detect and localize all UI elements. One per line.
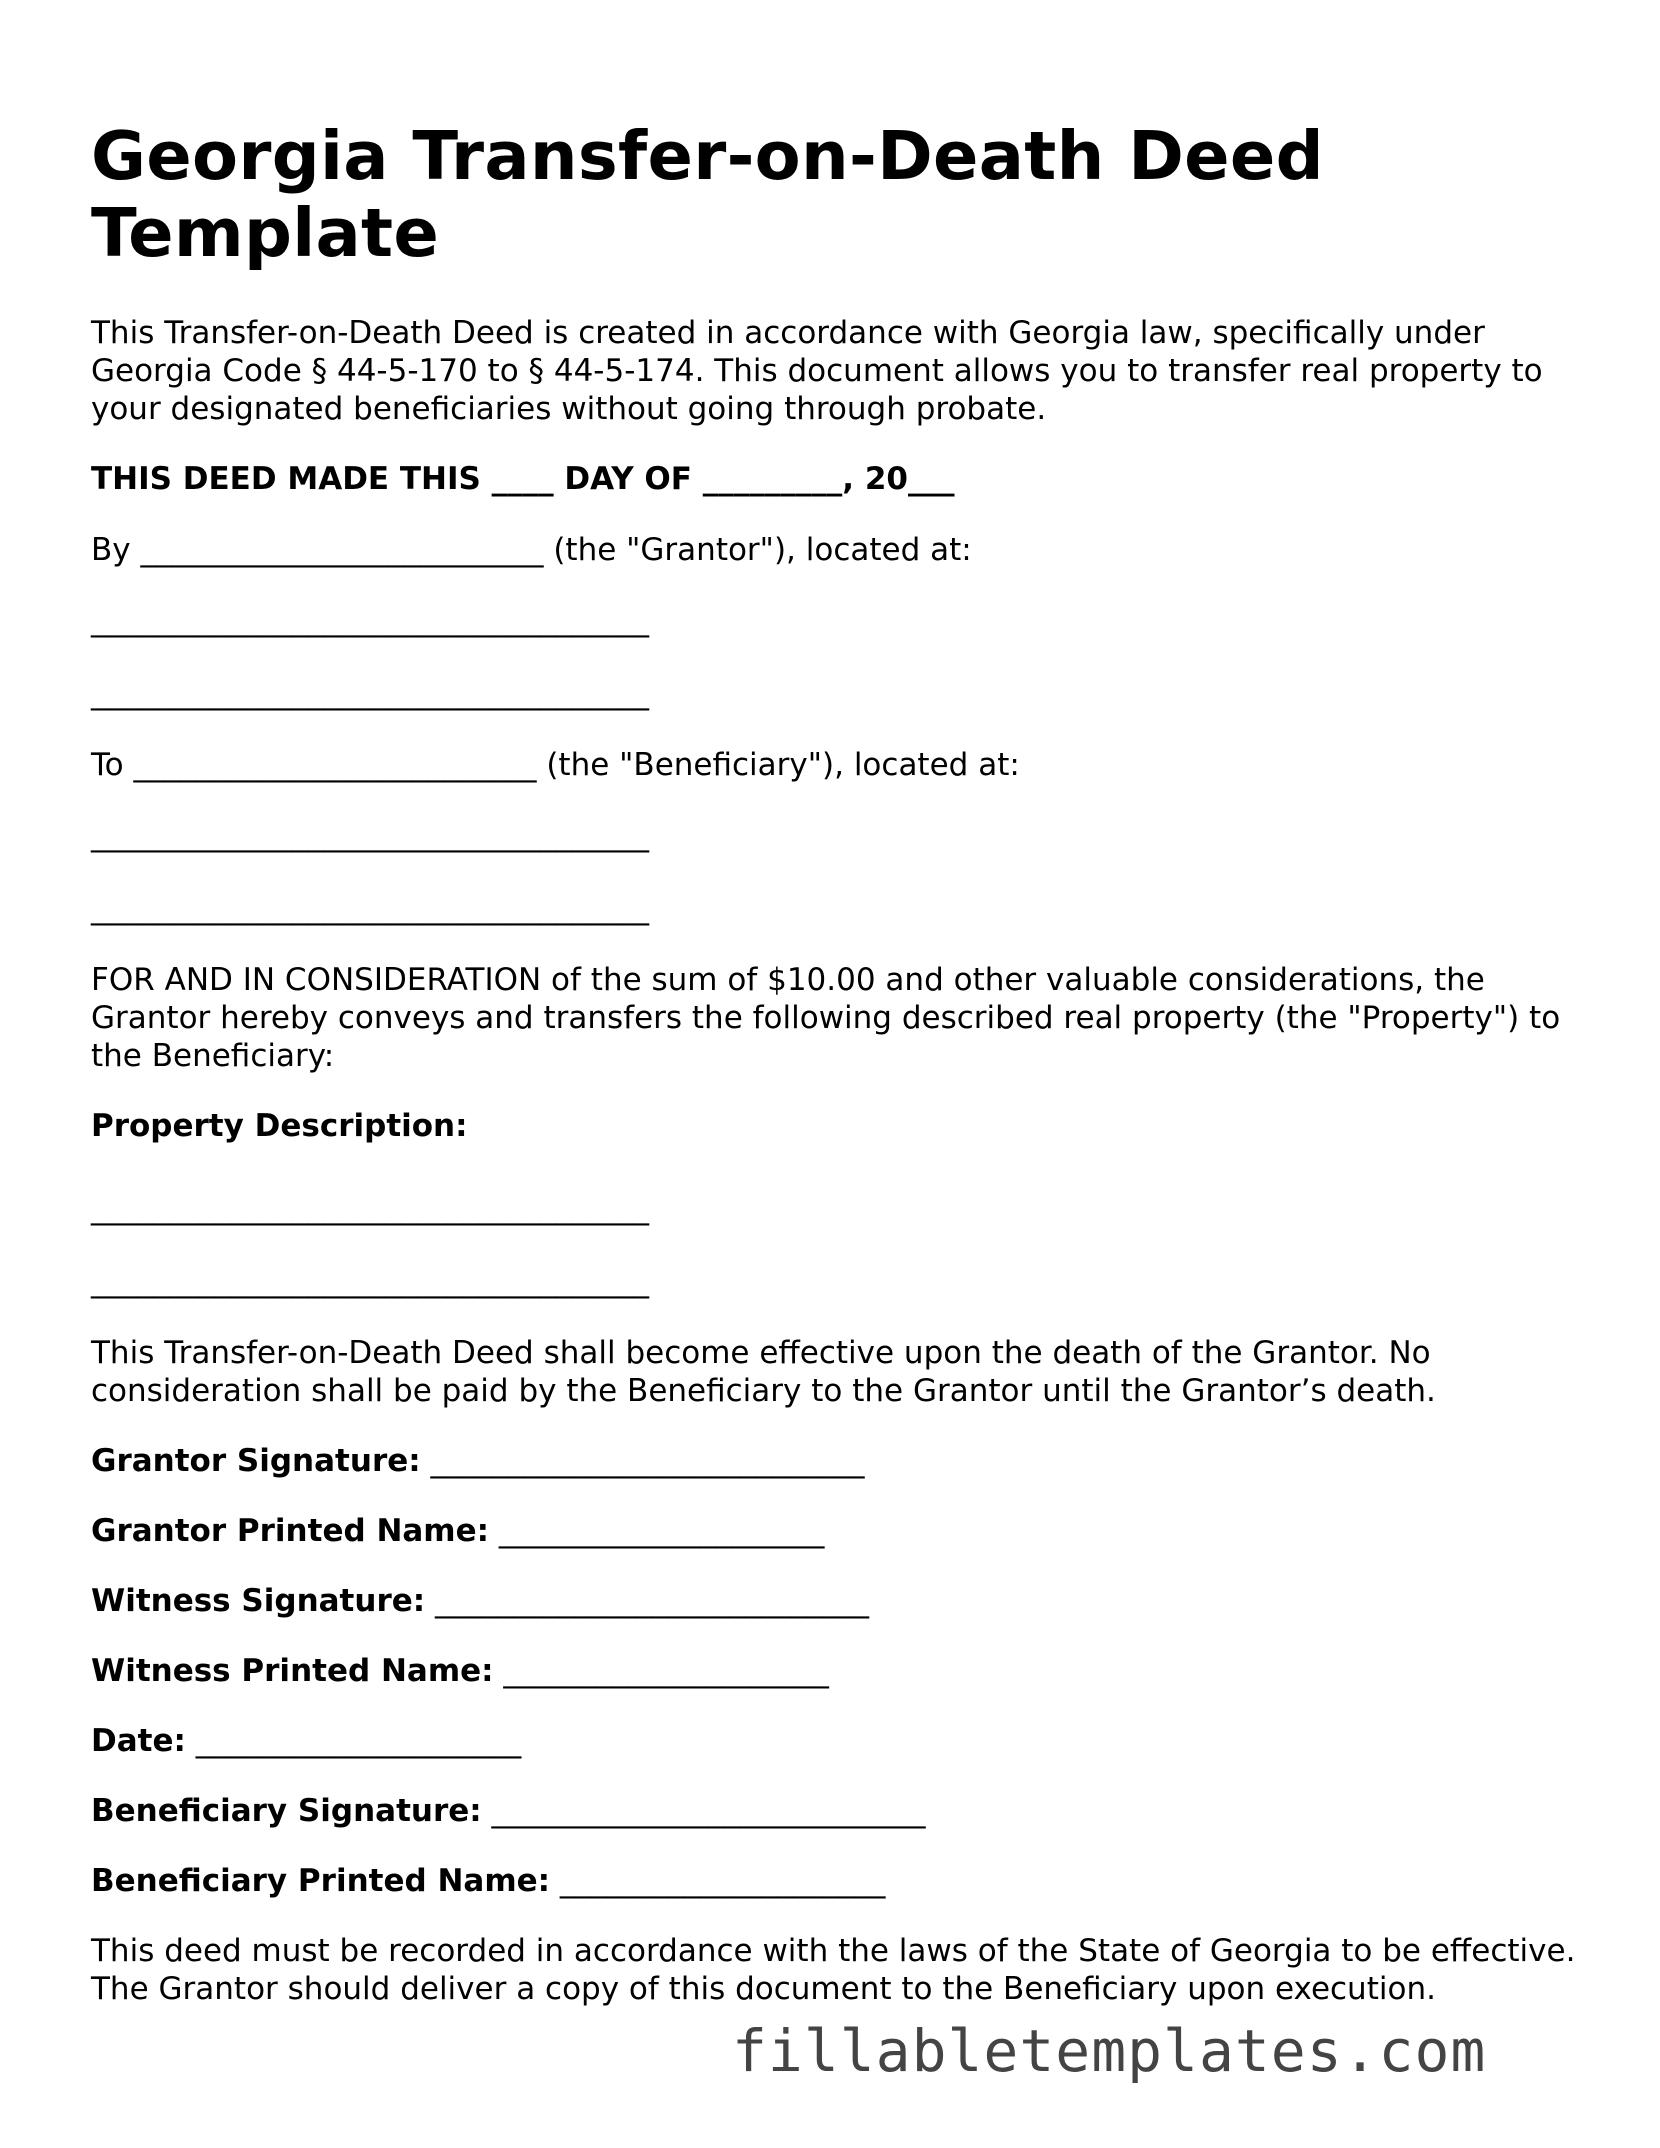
document-page [91,118,1591,2008]
grantor-printed-name-label: Grantor Printed Name: [91,1513,490,1549]
beneficiary-address-blank-2: ____________________________________ [91,890,649,926]
beneficiary-printed-name-blank: _____________________ [559,1863,886,1899]
document-title: Georgia Transfer-on-Death Deed Template [91,117,1324,272]
property-description-blank-2: ____________________________________ [91,1263,649,1299]
beneficiary-address-blank-1: ____________________________________ [91,817,649,853]
consideration-paragraph: FOR AND IN CONSIDERATION of the sum of $10.00 and other valuable considerations, the Grantor hereby conveys and transfers the following described real property (the "Property") to the Beneficiary: [91,962,1561,1074]
grantor-signature-row [91,1442,1591,1480]
date-blank: _____________________ [195,1723,522,1759]
grantor-printed-name-row [91,1512,1591,1550]
witness-signature-blank: ____________________________ [435,1583,870,1619]
beneficiary-signature-label: Beneficiary Signature: [91,1793,482,1829]
beneficiary-printed-name-label: Beneficiary Printed Name: [91,1863,551,1899]
witness-printed-name-row [91,1652,1591,1690]
signature-block [91,1442,1591,1900]
grantor-signature-blank: ____________________________ [430,1443,865,1479]
witness-printed-name-blank: _____________________ [503,1653,829,1689]
grantor-line: By __________________________ (the "Grantor"), located at: [91,532,972,568]
beneficiary-line: To __________________________ (the "Beneficiary"), located at: [91,747,1020,783]
intro-paragraph: This Transfer-on-Death Deed is created in accordance with Georgia law, specifically under Georgia Code § 44-5-170 to § 44-5-174. This document allows you to transfer real property to your designated beneficiaries without going through probate. [91,315,1543,427]
beneficiary-signature-blank: ____________________________ [491,1793,926,1829]
witness-printed-name-label: Witness Printed Name: [91,1653,494,1689]
witness-signature-row [91,1582,1591,1620]
grantor-signature-label: Grantor Signature: [91,1443,421,1479]
property-description-blank-1: ____________________________________ [91,1190,649,1226]
effective-paragraph: This Transfer-on-Death Deed shall become effective upon the death of the Grantor. No consideration shall be paid by the Beneficiary to the Grantor until the Grantor’s death. [91,1335,1436,1409]
witness-signature-label: Witness Signature: [91,1583,426,1619]
grantor-printed-name-blank: _____________________ [498,1513,825,1549]
beneficiary-signature-row [91,1792,1591,1830]
date-label: Date: [91,1723,186,1759]
beneficiary-printed-name-row [91,1862,1591,1900]
deed-date-line: THIS DEED MADE THIS ____ DAY OF _________, 20___ [91,461,955,497]
grantor-address-blank-1: ____________________________________ [91,602,649,638]
date-row [91,1722,1591,1760]
property-description-heading: Property Description: [91,1108,468,1144]
watermark-text: fillabletemplates.com [732,2017,1487,2085]
closing-paragraph: This deed must be recorded in accordance with the laws of the State of Georgia to be effective. The Grantor should deliver a copy of this document to the Beneficiary upon execution. [91,1933,1576,2007]
grantor-address-blank-2: ____________________________________ [91,675,649,711]
